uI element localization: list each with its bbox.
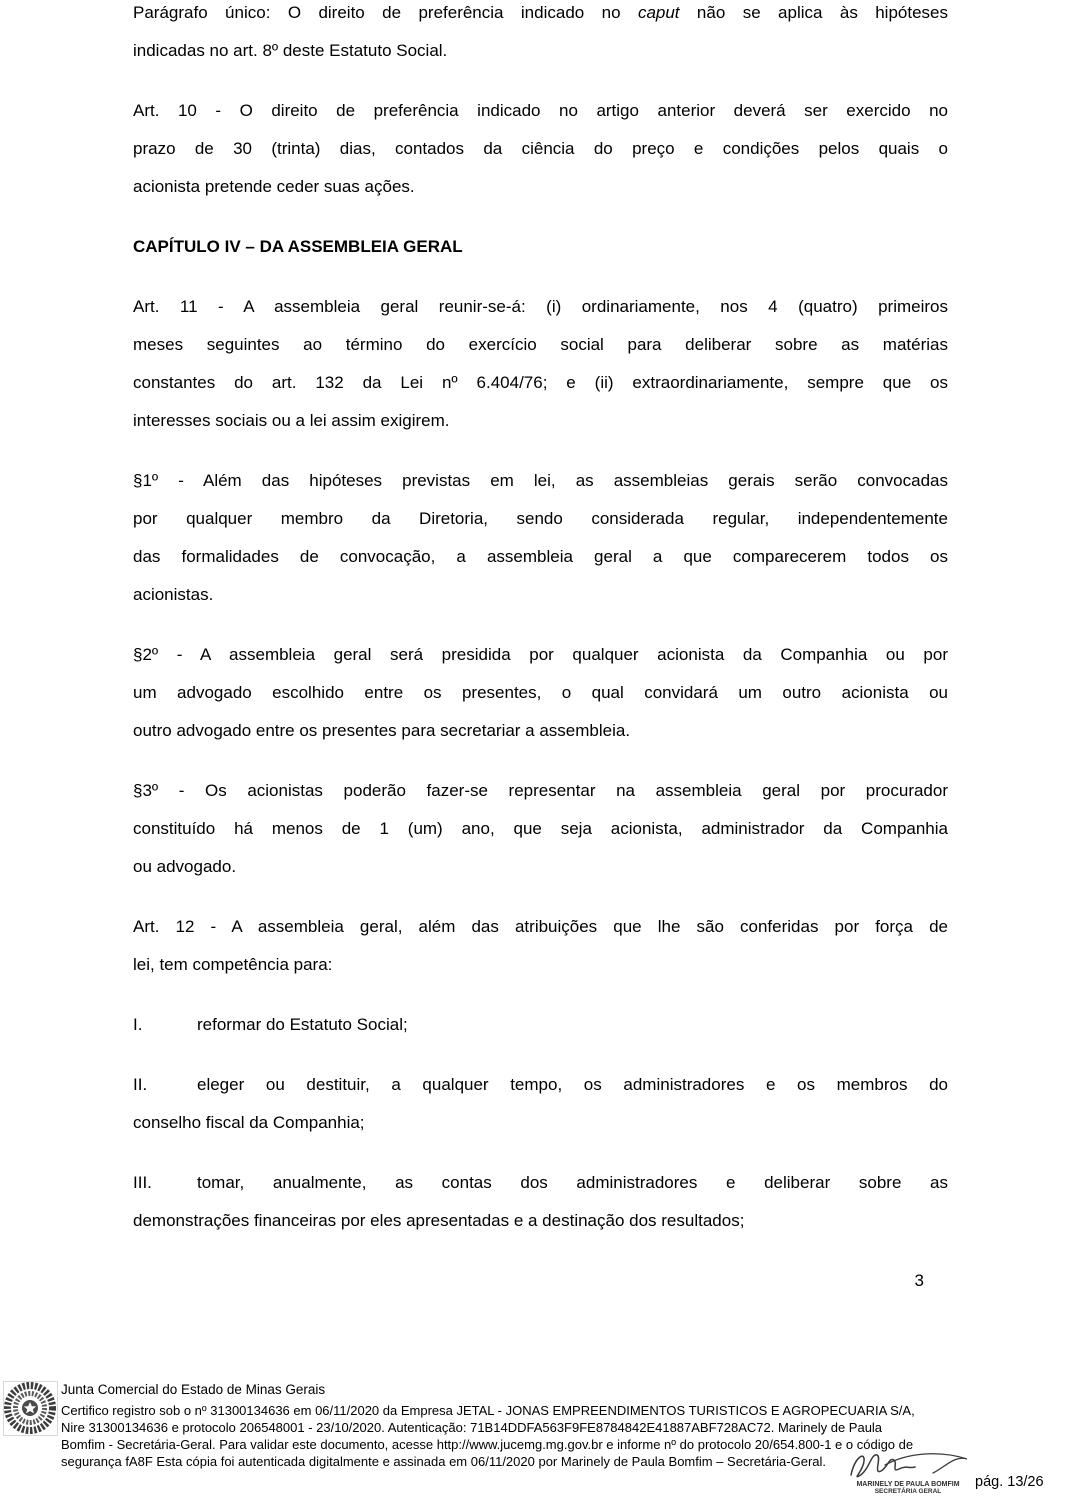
footer-text-block — [61, 1381, 915, 1470]
text-segment: não se aplica às hipóteses — [679, 3, 948, 22]
stamp-signer-name: MARINELY DE PAULA BOMFIM — [856, 1481, 960, 1488]
text-line: Art. 10 - O direito de preferência indicado no artigo anterior deverá ser exercido no — [133, 101, 948, 120]
footer-line: Certifico registro sob o nº 31300134636 em 06/11/2020 da Empresa JETAL - JONAS EMPREENDIMENTOS TURISTICOS E AGROPECUARIA S/A, — [61, 1403, 915, 1418]
text-line: indicadas no art. 8º deste Estatuto Social. — [133, 41, 448, 60]
text-line: um advogado escolhido entre os presentes, o qual convidará um outro acionista ou — [133, 683, 948, 702]
text-line: §3º - Os acionistas poderão fazer-se representar na assembleia geral por procurador — [133, 781, 948, 800]
article-11 — [133, 288, 948, 440]
chapter-heading: CAPÍTULO IV – DA ASSEMBLEIA GERAL — [133, 237, 463, 256]
text-line: Art. 11 - A assembleia geral reunir-se-á: (i) ordinariamente, nos 4 (quatro) primeiros — [133, 297, 948, 316]
footer-line: Bomfim - Secretária-Geral. Para validar este documento, acesse http://www.jucemg.mg.gov.br e informe nº do protocolo 20/654.800-1 e o código de — [61, 1437, 914, 1452]
paragraph-1 — [133, 462, 948, 614]
italic-term: caput — [637, 3, 680, 22]
stamp-signer-role: SECRETÁRIA GERAL — [874, 1488, 942, 1495]
text-line: acionistas. — [133, 585, 214, 604]
text-line: meses seguintes ao término do exercício social para deliberar sobre as matérias — [133, 335, 948, 354]
text-line: Art. 12 - A assembleia geral, além das atribuições que lhe são conferidas por força de — [133, 917, 948, 936]
text-line: demonstrações financeiras por eles apresentadas e a destinação dos resultados; — [133, 1211, 745, 1230]
footer-line: Nire 31300134636 e protocolo 206548001 - 23/10/2020. Autenticação: 71B14DDFA563F9FE8784842E41887ABF728AC72. Marinely de Paula — [61, 1420, 883, 1435]
text-line: acionista pretende ceder suas ações. — [133, 177, 415, 196]
state-seal-icon — [3, 1381, 58, 1436]
signature-stamp — [843, 1447, 973, 1496]
item-numeral: III. — [133, 1173, 152, 1192]
footer-org: Junta Comercial do Estado de Minas Gerais — [61, 1382, 326, 1397]
paragraph-3 — [133, 772, 948, 886]
text-line: conselho fiscal da Companhia; — [133, 1113, 365, 1132]
page-label: pág. 13/26 — [975, 1474, 1044, 1490]
text-segment: Parágrafo único: O direito de preferência indicado no — [133, 3, 638, 22]
text-line: interesses sociais ou a lei assim exigirem. — [133, 411, 450, 430]
list-item-1 — [133, 1006, 948, 1044]
list-item-3 — [133, 1164, 948, 1240]
text-segment: tomar, anualmente, as contas dos administradores e deliberar sobre as — [197, 1173, 948, 1192]
text-line — [133, 1066, 948, 1104]
list-item-2 — [133, 1066, 948, 1142]
text-segment: eleger ou destituir, a qualquer tempo, os administradores e os membros do — [197, 1075, 948, 1094]
item-numeral: II. — [133, 1075, 148, 1094]
signature-icon — [845, 1447, 971, 1481]
footer-line: segurança fA8F Esta cópia foi autenticada digitalmente e assinada em 06/11/2020 por Marinely de Paula Bomfim – Secretária-Geral. — [61, 1454, 827, 1469]
article-12 — [133, 908, 948, 984]
paragraph-2 — [133, 636, 948, 750]
certification-footer — [3, 1381, 915, 1470]
item-numeral: I. — [133, 1015, 143, 1034]
text-line: ou advogado. — [133, 857, 237, 876]
text-segment: reformar do Estatuto Social; — [197, 1015, 408, 1034]
document-body — [133, 0, 948, 1300]
text-line: das formalidades de convocação, a assembleia geral a que comparecerem todos os — [133, 547, 948, 566]
text-line: prazo de 30 (trinta) dias, contados da ciência do preço e condições pelos quais o — [133, 139, 948, 158]
paragraph-unico — [133, 0, 948, 70]
text-line: por qualquer membro da Diretoria, sendo considerada regular, independentemente — [133, 509, 948, 528]
text-line — [133, 1164, 948, 1202]
page-number: 3 — [914, 1271, 924, 1290]
text-line: §2º - A assembleia geral será presidida por qualquer acionista da Companhia ou por — [133, 645, 948, 664]
text-line: constituído há menos de 1 (um) ano, que seja acionista, administrador da Companhia — [133, 819, 948, 838]
text-line: constantes do art. 132 da Lei nº 6.404/76; e (ii) extraordinariamente, sempre que os — [133, 373, 948, 392]
text-line — [133, 0, 948, 32]
text-line: outro advogado entre os presentes para secretariar a assembleia. — [133, 721, 631, 740]
text-line: §1º - Além das hipóteses previstas em lei, as assembleias gerais serão convocadas — [133, 471, 948, 490]
text-line — [133, 1006, 948, 1044]
text-line: lei, tem competência para: — [133, 955, 333, 974]
article-10 — [133, 92, 948, 206]
